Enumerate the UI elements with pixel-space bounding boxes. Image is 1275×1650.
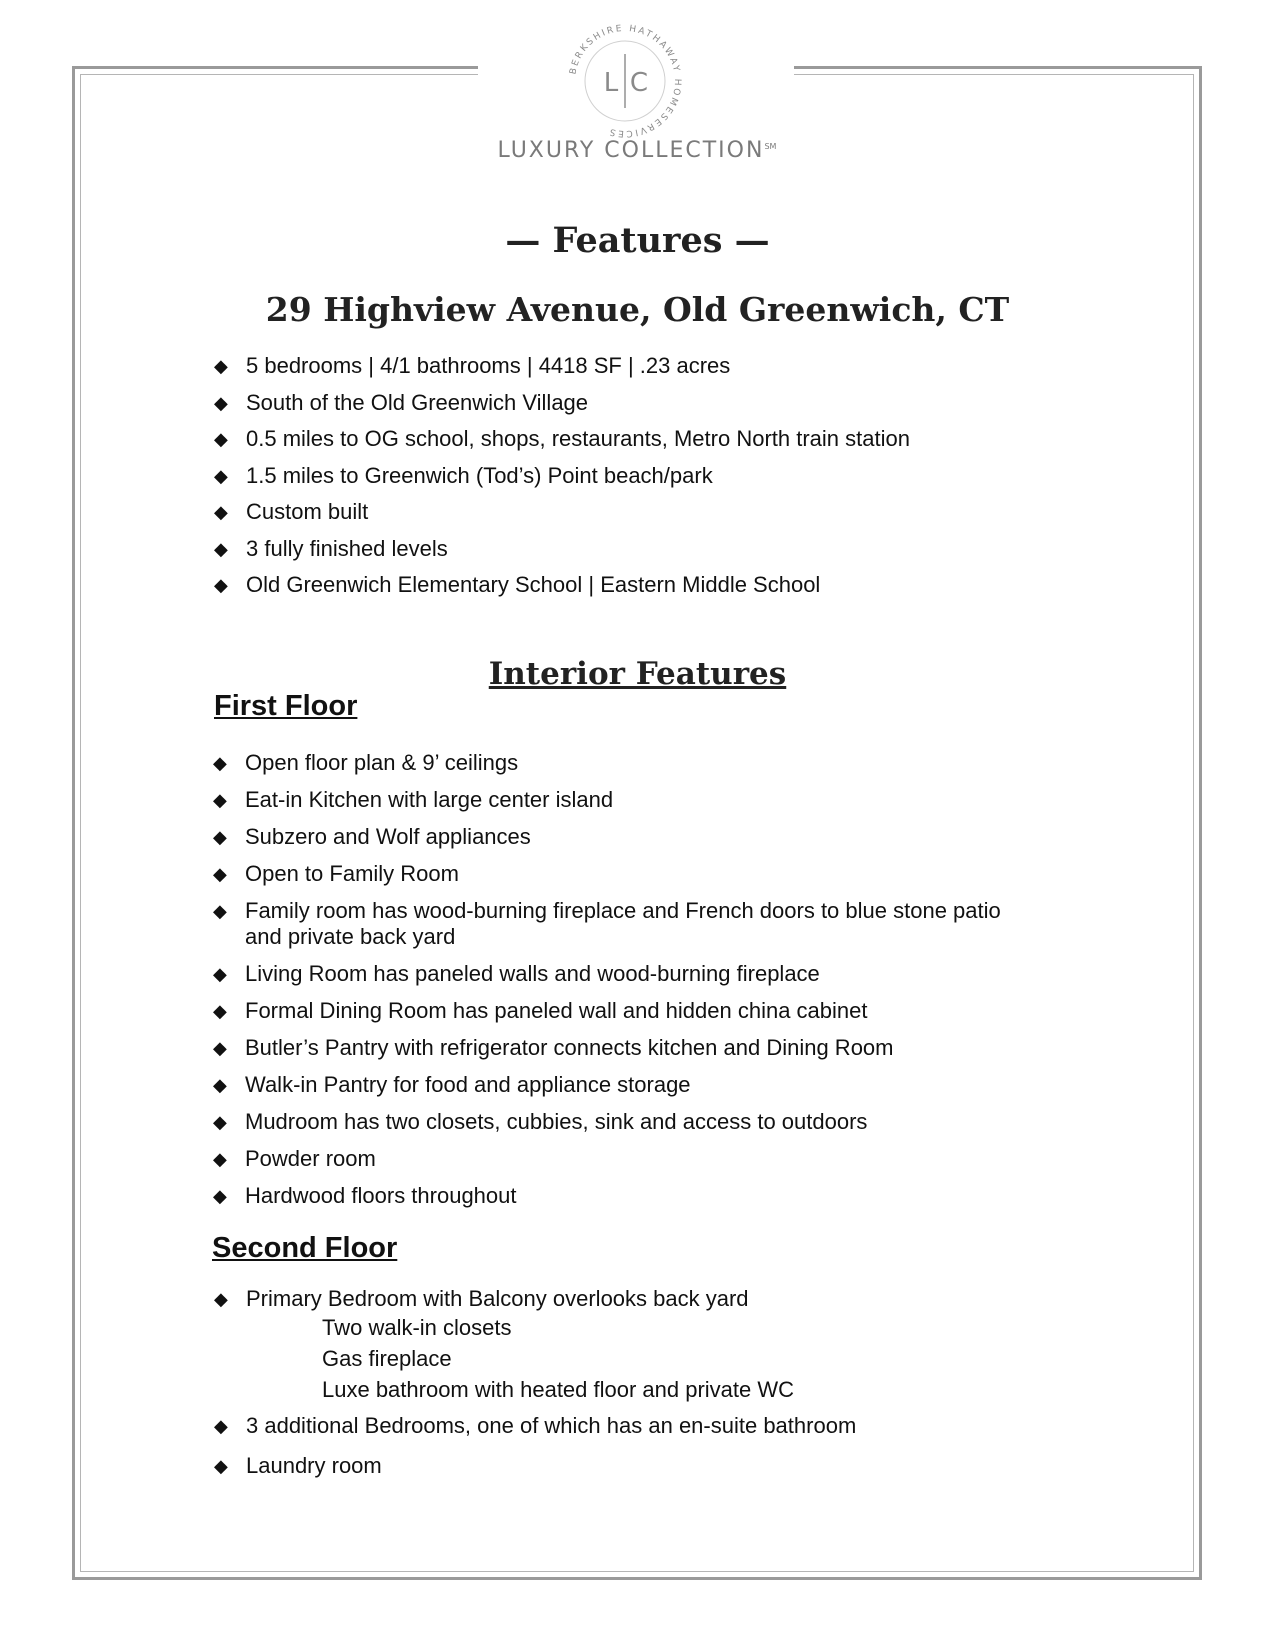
luxury-collection-logo bbox=[560, 16, 690, 146]
list-item-text: 1.5 miles to Greenwich (Tod’s) Point beach/park bbox=[246, 462, 713, 488]
highlight-item bbox=[212, 463, 910, 489]
diamond-bullet-icon: ◆ bbox=[213, 790, 227, 810]
list-item-text: Primary Bedroom with Balcony overlooks back yard bbox=[246, 1286, 749, 1311]
second-floor-list bbox=[212, 1286, 1022, 1493]
list-item-text: Laundry room bbox=[246, 1453, 382, 1478]
second-floor-item bbox=[212, 1413, 1022, 1439]
diamond-bullet-icon: ◆ bbox=[213, 1149, 227, 1169]
diamond-bullet-icon: ◆ bbox=[213, 964, 227, 984]
diamond-bullet-icon: ◆ bbox=[213, 827, 227, 847]
first-floor-item bbox=[211, 1146, 1021, 1172]
list-item-text: Butler’s Pantry with refrigerator connects kitchen and Dining Room bbox=[245, 1035, 894, 1060]
first-floor-list bbox=[211, 750, 1021, 1220]
first-floor-item bbox=[211, 898, 1021, 950]
highlight-item bbox=[212, 536, 910, 562]
service-mark: SM bbox=[764, 142, 777, 151]
diamond-bullet-icon: ◆ bbox=[213, 1075, 227, 1095]
diamond-bullet-icon: ◆ bbox=[214, 356, 228, 376]
list-item-text: Formal Dining Room has paneled wall and hidden china cabinet bbox=[245, 998, 868, 1023]
second-floor-heading: Second Floor bbox=[212, 1232, 398, 1264]
list-item-text: South of the Old Greenwich Village bbox=[246, 389, 589, 415]
list-item-text: 3 fully finished levels bbox=[246, 535, 448, 561]
first-floor-item bbox=[211, 1109, 1021, 1135]
highlight-item bbox=[212, 426, 910, 452]
diamond-bullet-icon: ◆ bbox=[214, 502, 228, 522]
primary-bedroom-subitem: Luxe bathroom with heated floor and private WC bbox=[322, 1377, 795, 1402]
list-item-text: 3 additional Bedrooms, one of which has an en-suite bathroom bbox=[246, 1413, 857, 1438]
primary-bedroom-subitem: Two walk-in closets bbox=[322, 1315, 512, 1340]
diamond-bullet-icon: ◆ bbox=[214, 575, 228, 595]
first-floor-item bbox=[211, 1072, 1021, 1098]
interior-features-heading: Interior Features bbox=[488, 656, 787, 692]
diamond-bullet-icon: ◆ bbox=[213, 1112, 227, 1132]
diamond-bullet-icon: ◆ bbox=[214, 538, 228, 559]
highlight-item bbox=[212, 353, 910, 379]
list-item-text: Living Room has paneled walls and wood-burning fireplace bbox=[245, 961, 820, 986]
diamond-bullet-icon: ◆ bbox=[214, 1416, 228, 1436]
diamond-bullet-icon: ◆ bbox=[214, 392, 228, 413]
list-item-text: Eat-in Kitchen with large center island bbox=[245, 787, 614, 812]
list-item-text: Open to Family Room bbox=[245, 861, 459, 886]
property-address: 29 Highview Avenue, Old Greenwich, CT bbox=[265, 290, 1010, 329]
highlight-item bbox=[212, 572, 910, 598]
diamond-bullet-icon: ◆ bbox=[213, 1186, 227, 1206]
logo-monogram-right: C bbox=[629, 68, 649, 98]
first-floor-item bbox=[211, 750, 1021, 776]
primary-bedroom-item bbox=[212, 1286, 1022, 1405]
first-floor-item bbox=[211, 824, 1021, 850]
first-floor-item bbox=[211, 998, 1021, 1024]
logo-wordmark: LUXURY COLLECTION℠ bbox=[497, 138, 777, 163]
list-item-text: Mudroom has two closets, cubbies, sink and access to outdoors bbox=[245, 1109, 868, 1134]
diamond-bullet-icon: ◆ bbox=[214, 1456, 228, 1476]
highlight-item bbox=[212, 499, 910, 525]
list-item-text: 5 bedrooms | 4/1 bathrooms | 4418 SF | .23 acres bbox=[246, 353, 731, 378]
second-floor-item bbox=[212, 1453, 1022, 1479]
list-item-text: Family room has wood-burning fireplace and French doors to blue stone patio and private back yard bbox=[245, 898, 1001, 949]
list-item-text: Custom built bbox=[246, 499, 369, 524]
diamond-bullet-icon: ◆ bbox=[213, 753, 227, 773]
diamond-bullet-icon: ◆ bbox=[213, 1038, 227, 1058]
highlights-list bbox=[212, 353, 910, 609]
diamond-bullet-icon: ◆ bbox=[213, 901, 227, 921]
first-floor-item bbox=[211, 787, 1021, 813]
diamond-bullet-icon: ◆ bbox=[213, 864, 227, 884]
primary-bedroom-subitem: Gas fireplace bbox=[322, 1346, 452, 1371]
diamond-bullet-icon: ◆ bbox=[213, 1001, 227, 1021]
list-item-text: 0.5 miles to OG school, shops, restaurants, Metro North train station bbox=[246, 426, 910, 451]
first-floor-item bbox=[211, 1035, 1021, 1061]
highlight-item bbox=[212, 390, 910, 416]
list-item-text: Powder room bbox=[245, 1146, 376, 1171]
first-floor-item bbox=[211, 861, 1021, 887]
list-item-text: Old Greenwich Elementary School | Eastern Middle School bbox=[246, 572, 821, 597]
list-item-text: Walk-in Pantry for food and appliance storage bbox=[245, 1072, 691, 1097]
diamond-bullet-icon: ◆ bbox=[214, 429, 228, 449]
first-floor-heading: First Floor bbox=[214, 690, 358, 722]
page-title: — Features — bbox=[505, 220, 770, 261]
first-floor-item bbox=[211, 961, 1021, 987]
list-item-text: Subzero and Wolf appliances bbox=[245, 824, 531, 849]
diamond-bullet-icon: ◆ bbox=[214, 465, 228, 486]
logo-monogram-left: L bbox=[603, 68, 619, 98]
diamond-bullet-icon: ◆ bbox=[214, 1289, 228, 1309]
logo-ring-text: BERKSHIRE HATHAWAY HOMESERVICES bbox=[568, 23, 683, 139]
list-item-text: Hardwood floors throughout bbox=[245, 1183, 517, 1208]
list-item-text: Open floor plan & 9’ ceilings bbox=[245, 750, 519, 775]
first-floor-item bbox=[211, 1183, 1021, 1209]
